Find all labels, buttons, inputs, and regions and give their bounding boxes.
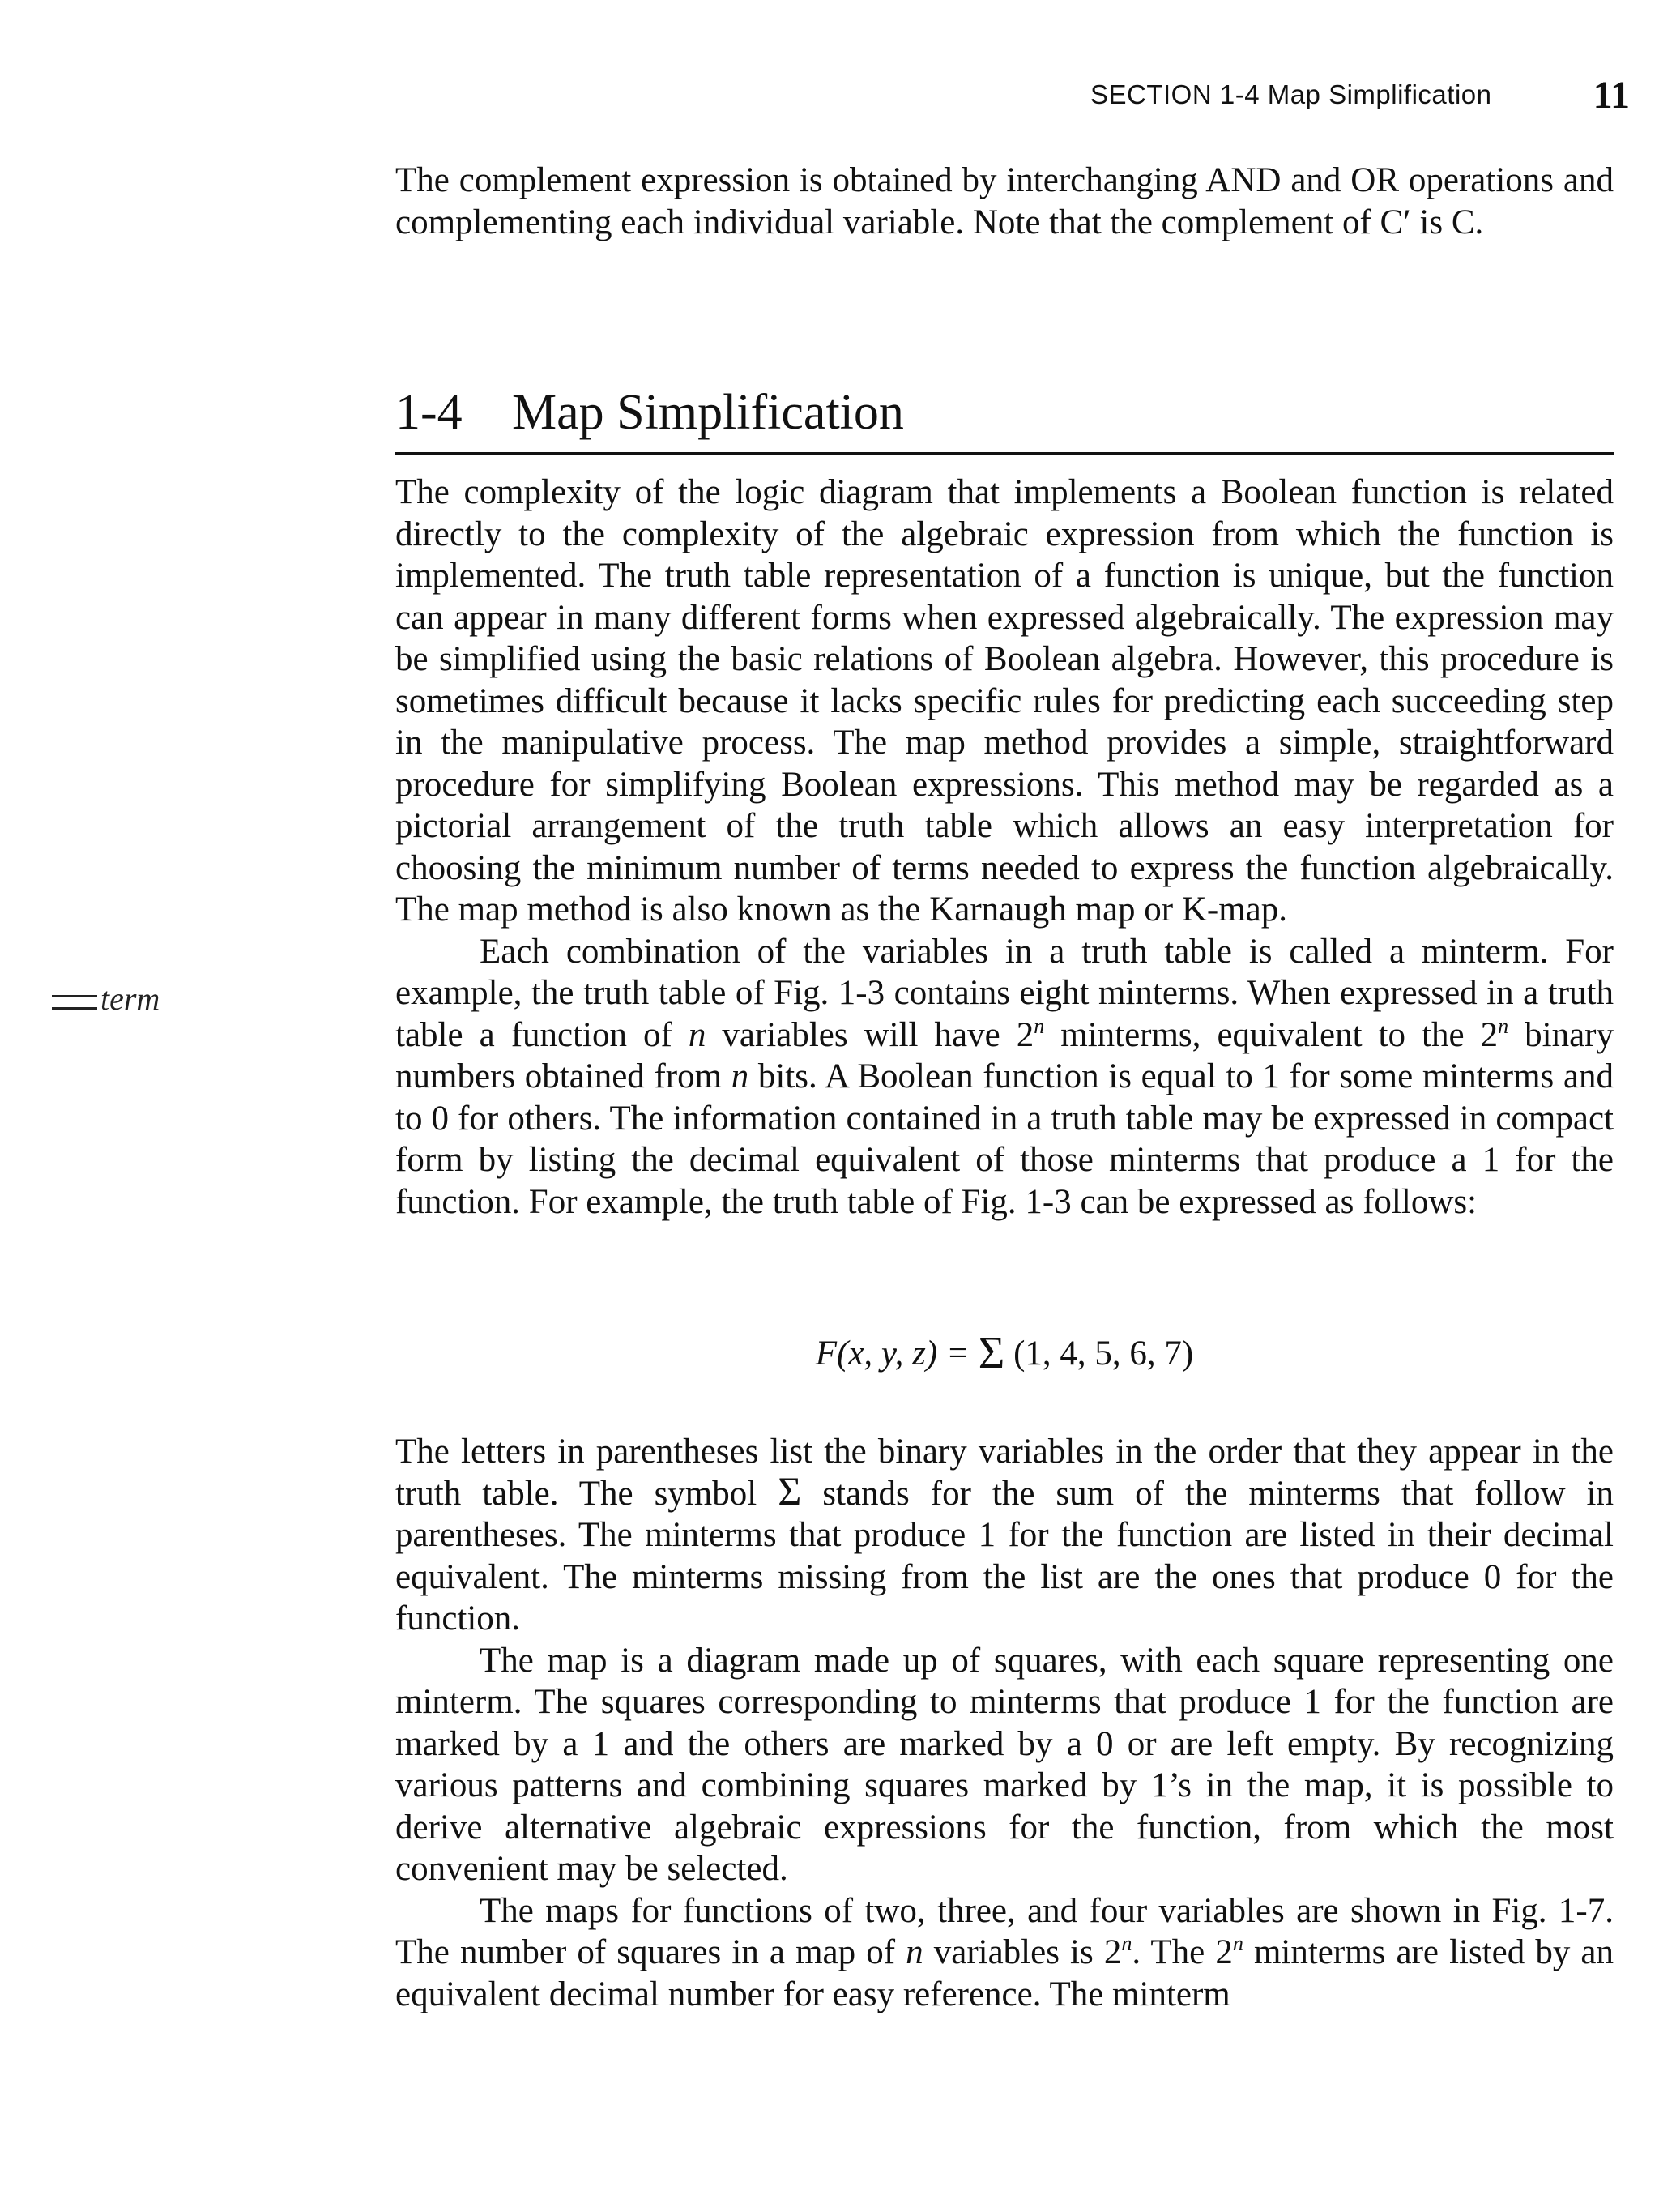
equation-lhs: F(x, y, z) = [815, 1334, 970, 1373]
paragraph-5: The maps for functions of two, three, and four variables are shown in Fig. 1-7. The number of squares in a map of n variables is 2$^n$. The 2$^n$ minterms are listed by an equivalent decimal number for easy reference. The minterm [395, 1891, 1614, 2013]
margin-mark-icon [52, 995, 97, 1010]
sigma-symbol: Σ [978, 1328, 1005, 1378]
var-n: n [688, 1015, 706, 1054]
body-block-1 [395, 472, 1614, 1223]
section-heading-block [395, 384, 1614, 455]
intro-block [395, 160, 1614, 243]
section-number: 1-4 [395, 385, 463, 440]
paragraph-2: Each combination of the variables in a truth table is called a minterm. For example, the truth table of Fig. 1-3 contains eight minterms. When expressed in a truth table a function of n variables will have 2$^n$ minterms, equivalent to the 2$^n$ binary numbers obtained from n bits. A Boolean function is equal to 1 for some minterms and to 0 for others. The information contained in a truth table may be expressed in compact form by listing the decimal equivalent of those minterms that produce a 1 for the function. For example, the truth table of Fig. 1-3 can be expressed as follows: [395, 932, 1614, 1221]
paragraph-4: The map is a diagram made up of squares, with each square representing one minterm. The squares corresponding to minterms that produce 1 for the function are marked by a 1 and the others are marked by a 0 or are left empty. By recognizing various patterns and combining squares marked by 1’s in the map, it is possible to derive alternative algebraic expressions for the function, from which the most convenient may be selected. [395, 1641, 1614, 1888]
equation-rhs: (1, 4, 5, 6, 7) [1013, 1334, 1194, 1373]
paragraph-1: The complexity of the logic diagram that implements a Boolean function is related directly to the complexity of the algebraic expression from which the function is implemented. The truth table representation of a function is unique, but the function can appear in many different forms when expressed algebraically. The expression may be simplified using the basic relations of Boolean algebra. However, this procedure is sometimes difficult because it lacks specific rules for predicting each succeeding step in the manipulative process. The map method provides a simple, straightforward procedure for simplifying Boolean expressions. This method may be regarded as a pictorial arrangement of the truth table which allows an easy interpretation for choosing the minimum number of terms needed to express the function algebraically. The map method is also known as the Karnaugh map or K-map. [395, 473, 1614, 929]
section-title: Map Simplification [512, 385, 904, 440]
running-head-section: SECTION 1-4 Map Simplification [1090, 79, 1492, 109]
margin-note-text: term [100, 980, 160, 1017]
sigma-inline: Σ [778, 1467, 802, 1514]
body-block-2 [395, 1431, 1614, 2015]
margin-note [52, 980, 160, 1018]
paragraph-3: The letters in parentheses list the binary variables in the order that they appear in the truth table. The symbol Σ stands for the sum of the minterms that follow in parentheses. The minterms that produce 1 for the function are listed in their decimal equivalent. The minterms missing from the list are the ones that produce 0 for the function. [395, 1433, 1614, 1638]
section-heading [395, 384, 1614, 455]
equation [395, 1329, 1614, 1378]
intro-paragraph: The complement expression is obtained by interchanging AND and OR operations and complementing each individual variable. Note that the complement of C′ is C. [395, 161, 1614, 241]
page-number: 11 [1593, 74, 1630, 117]
